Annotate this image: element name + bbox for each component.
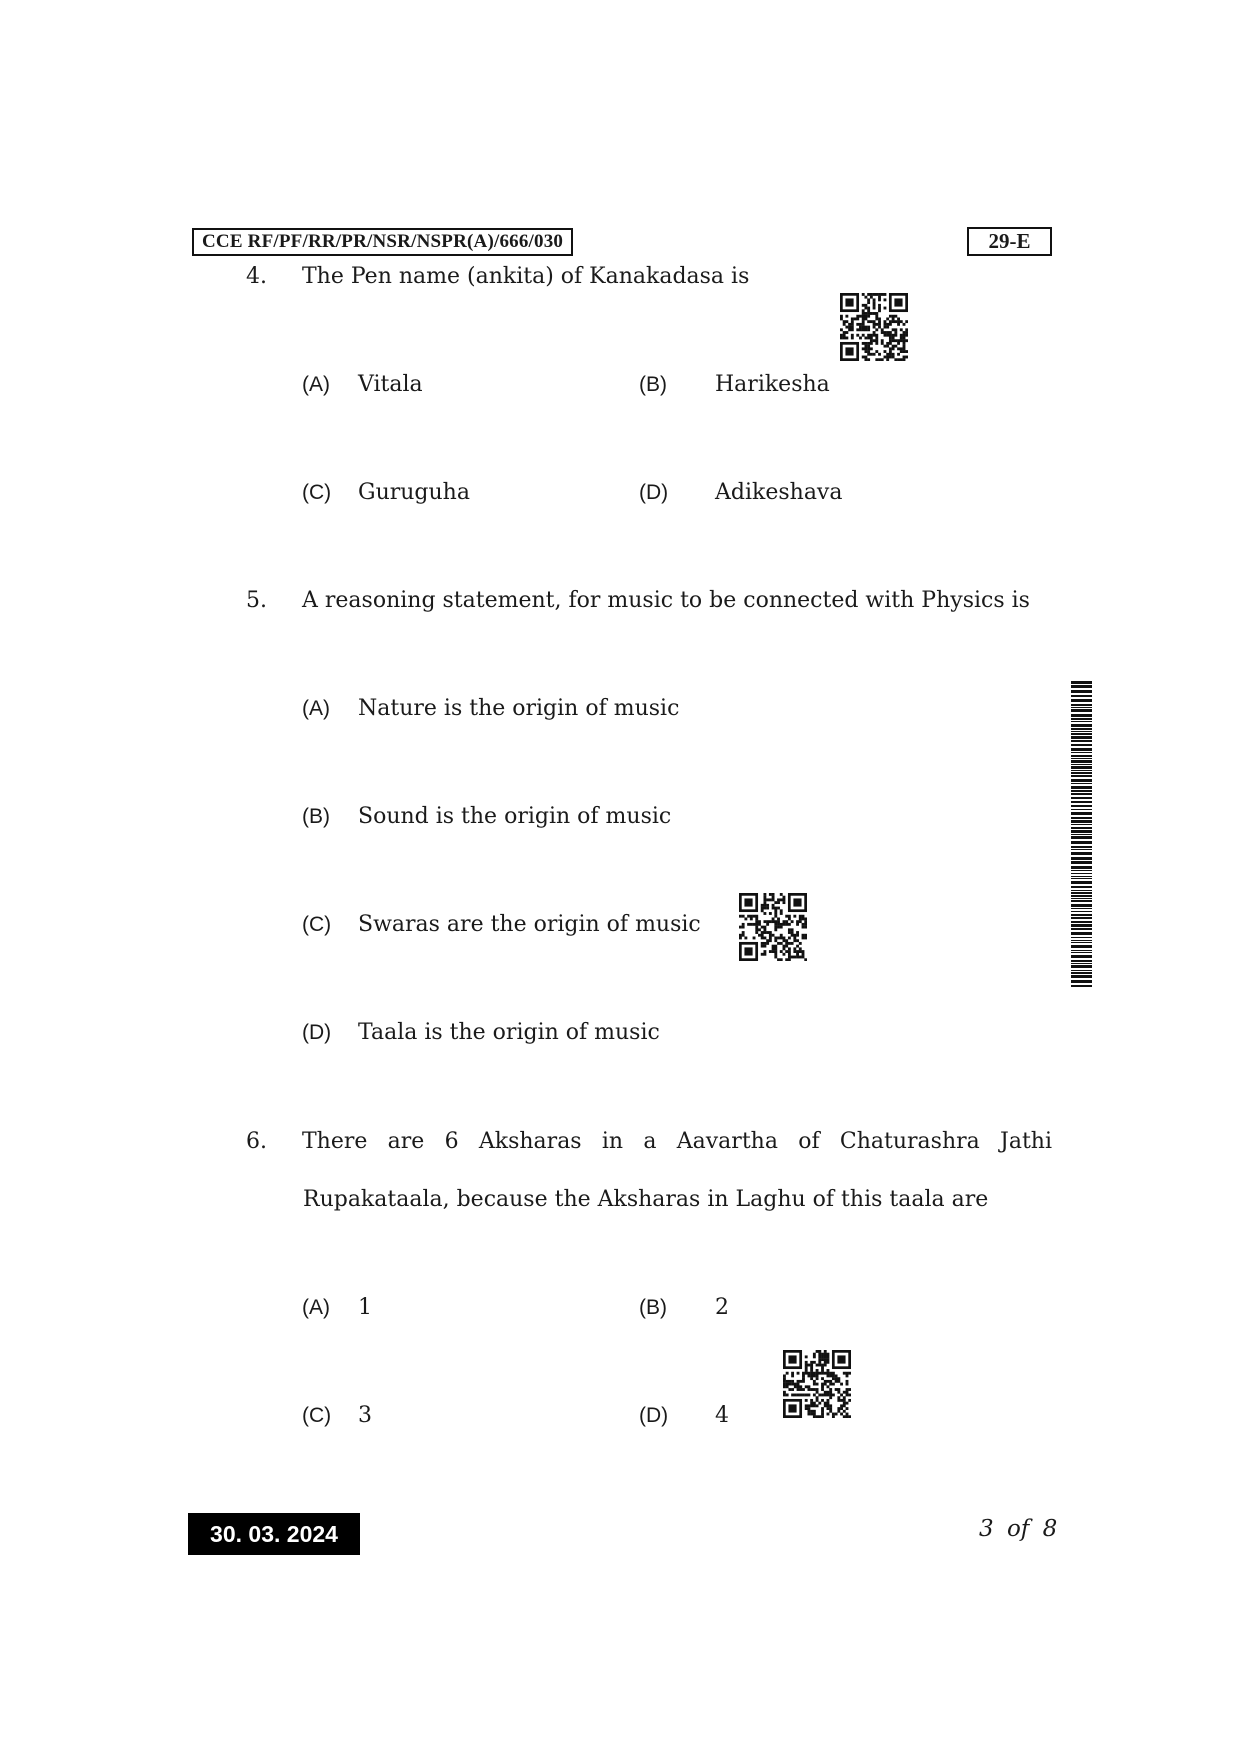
question-5-option-d-text: Taala is the origin of music bbox=[358, 1020, 660, 1045]
question-4-option-d-text: Adikeshava bbox=[715, 480, 843, 505]
question-5-option-b-label: (B) bbox=[302, 805, 330, 828]
question-5-option-c-label: (C) bbox=[302, 913, 332, 936]
question-4-option-b-text: Harikesha bbox=[715, 372, 830, 397]
question-6-text-line2: Rupakataala, because the Aksharas in Laghu of this taala are bbox=[303, 1187, 989, 1212]
question-5-option-a-text: Nature is the origin of music bbox=[358, 696, 680, 721]
question-5-option-c-text: Swaras are the origin of music bbox=[358, 912, 701, 937]
question-6-option-a-label: (A) bbox=[302, 1296, 330, 1319]
question-4-option-a-text: Vitala bbox=[358, 372, 423, 397]
page-indicator: 3 of 8 bbox=[979, 1516, 1058, 1542]
question-6-option-c-label: (C) bbox=[302, 1404, 332, 1427]
question-6-option-d-text: 4 bbox=[715, 1403, 729, 1428]
question-5-option-b-text: Sound is the origin of music bbox=[358, 804, 672, 829]
question-6-option-b-text: 2 bbox=[715, 1295, 729, 1320]
question-4-option-b-label: (B) bbox=[639, 373, 667, 396]
question-4-option-c-label: (C) bbox=[302, 481, 332, 504]
question-4-option-c-text: Guruguha bbox=[358, 480, 470, 505]
barcode bbox=[1071, 681, 1092, 987]
question-6-option-b-label: (B) bbox=[639, 1296, 667, 1319]
question-4-option-a-label: (A) bbox=[302, 373, 330, 396]
question-6-option-c-text: 3 bbox=[358, 1403, 372, 1428]
question-5-number: 5. bbox=[246, 588, 267, 613]
question-4-number: 4. bbox=[246, 264, 267, 289]
question-5-option-d-label: (D) bbox=[302, 1021, 332, 1044]
question-6-text-line1: There are 6 Aksharas in a Aavartha of Chaturashra Jathi bbox=[302, 1129, 1052, 1154]
question-4-option-d-label: (D) bbox=[639, 481, 669, 504]
question-5-text: A reasoning statement, for music to be connected with Physics is bbox=[302, 588, 1030, 613]
question-4-text: The Pen name (ankita) of Kanakadasa is bbox=[302, 264, 750, 289]
question-6-number: 6. bbox=[246, 1129, 267, 1154]
qr-code-1 bbox=[840, 293, 908, 361]
question-6-option-d-label: (D) bbox=[639, 1404, 669, 1427]
question-6-option-a-text: 1 bbox=[358, 1295, 372, 1320]
qr-code-3 bbox=[783, 1350, 851, 1418]
version-code: 29-E bbox=[967, 227, 1052, 256]
question-5-option-a-label: (A) bbox=[302, 697, 330, 720]
exam-date: 30. 03. 2024 bbox=[188, 1513, 360, 1555]
qr-code-2 bbox=[739, 893, 807, 961]
paper-code: CCE RF/PF/RR/PR/NSR/NSPR(A)/666/030 bbox=[192, 228, 573, 256]
